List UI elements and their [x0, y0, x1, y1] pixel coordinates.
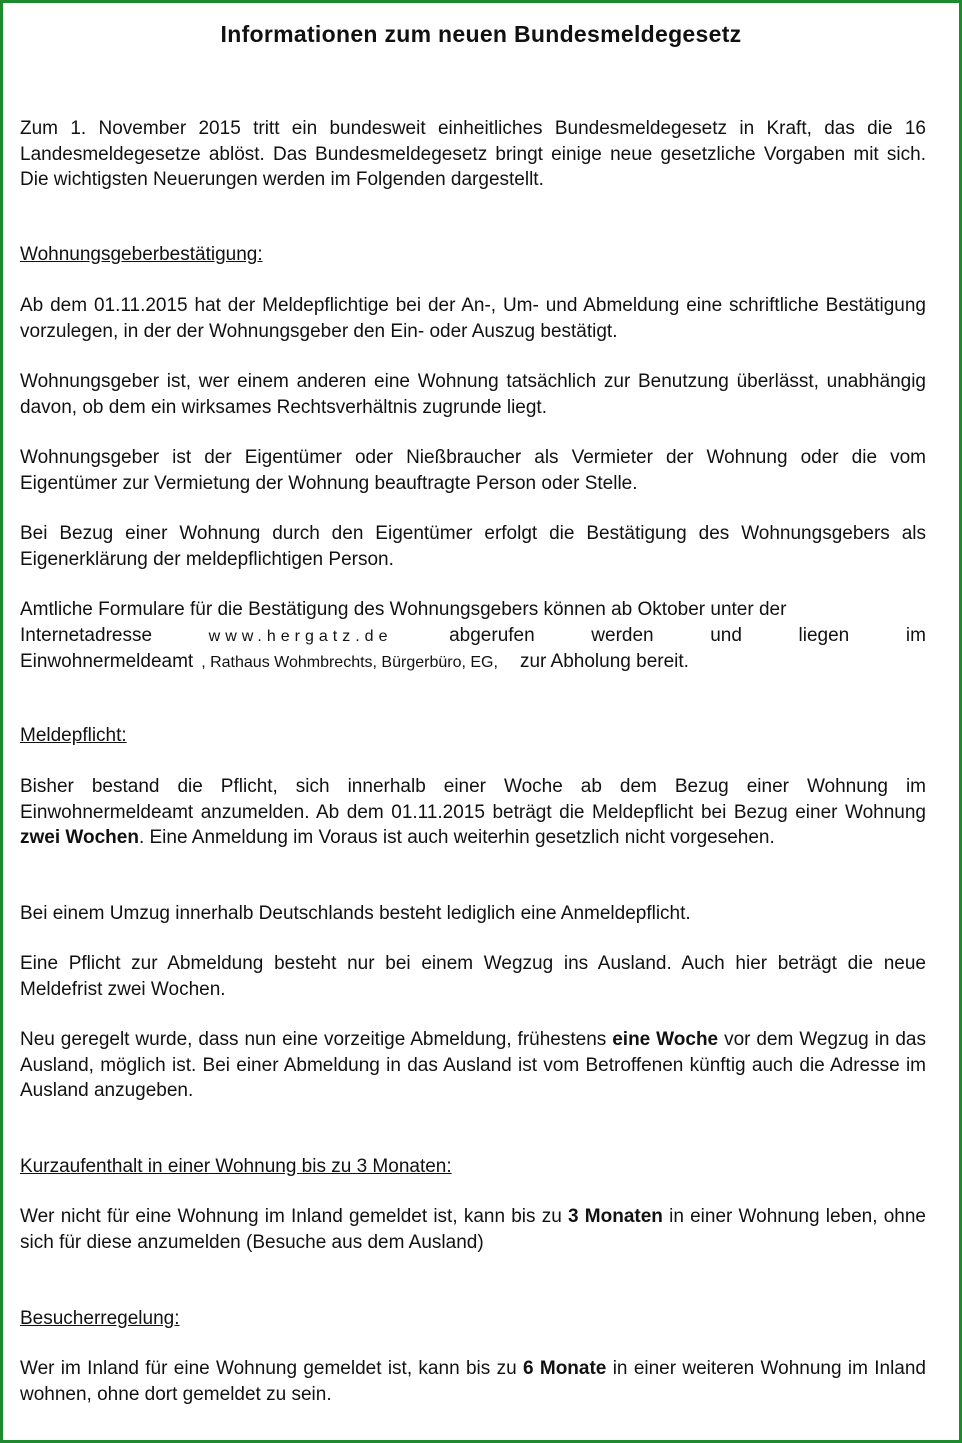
- word-im: im: [905, 624, 926, 646]
- bold-text: zwei Wochen: [20, 827, 139, 848]
- paragraph-wg-1: Ab dem 01.11.2015 hat der Meldepflichtige bei der An-, Um- und Abmeldung eine schriftliche Bestätigung vorzulegen, in der der Wohnungsgeber den Ein- oder Auszug bestätigt.: [20, 295, 926, 342]
- word-liegen: liegen: [798, 624, 850, 646]
- text-span: Neu geregelt wurde, dass nun eine vorzeitige Abmeldung, frühestens: [20, 1029, 613, 1050]
- paragraph-mp-2: Bei einem Umzug innerhalb Deutschlands besteht lediglich eine Anmeldepflicht.: [20, 903, 691, 924]
- office-line: [20, 649, 926, 676]
- office-location: , Rathaus Wohmbrechts, Bürgerbüro, EG,: [201, 654, 498, 671]
- formulare-line: Amtliche Formulare für die Bestätigung des Wohnungsgebers können ab Oktober unter der: [20, 599, 787, 620]
- word-und: und: [710, 624, 742, 646]
- internet-line: [20, 623, 926, 650]
- bold-text: 3 Monaten: [568, 1206, 663, 1227]
- paragraph-br-1: [20, 1356, 926, 1407]
- text-span: vor dem Wegzug in das Ausland, möglich ist. Bei einer Abmeldung in das Ausland ist vom Betroffenen künftig auch die Adresse im Ausland anzugeben.: [20, 1029, 926, 1101]
- text-span: Wer im Inland für eine Wohnung gemeldet ist, kann bis zu: [20, 1358, 523, 1379]
- section-heading-kurzaufenthalt: Kurzaufenthalt in einer Wohnung bis zu 3 Monaten:: [20, 1156, 452, 1177]
- paragraph-wg-4: Bei Bezug einer Wohnung durch den Eigentümer erfolgt die Bestätigung des Wohnungsgebers als Eigenerklärung der meldepflichtigen Person.: [20, 523, 926, 570]
- paragraph-mp-4: [20, 1027, 926, 1104]
- bold-text: 6 Monate: [522, 1358, 607, 1379]
- paragraph-mp-3: Eine Pflicht zur Abmeldung besteht nur bei einem Wegzug ins Ausland. Auch hier beträgt die neue Meldefrist zwei Wochen.: [20, 953, 926, 1000]
- paragraph-wg-5: [20, 597, 926, 676]
- text-span: in einer Wohnung leben, ohne sich für diese anzumelden (Besuche aus dem Ausland): [20, 1206, 926, 1253]
- text-span: Wer nicht für eine Wohnung im Inland gemeldet ist, kann bis zu: [20, 1206, 568, 1227]
- office-end: zur Abholung bereit.: [519, 651, 689, 672]
- intro-paragraph: Zum 1. November 2015 tritt ein bundesweit einheitliches Bundesmeldegesetz in Kraft, das die 16 Landesmeldegesetze ablöst. Das Bundesmeldegesetz bringt einige neue gesetzliche Vorgaben mit sich. Die wichtigsten Neuerungen werden im Folgenden dargestellt.: [20, 118, 926, 190]
- document-title: Informationen zum neuen Bundesmeldegesetz: [220, 21, 742, 47]
- website-url: www.hergatz.de: [208, 627, 393, 645]
- paragraph-wg-3: Wohnungsgeber ist der Eigentümer oder Nießbraucher als Vermieter der Wohnung oder die vom Eigentümer zur Vermietung der Wohnung beauftragte Person oder Stelle.: [20, 447, 926, 494]
- section-heading-wohnungsgeberbestaetigung: Wohnungsgeberbestätigung:: [20, 244, 263, 265]
- paragraph-ka-1: [20, 1204, 926, 1255]
- bold-text: eine Woche: [612, 1029, 719, 1050]
- paragraph-wg-2: Wohnungsgeber ist, wer einem anderen eine Wohnung tatsächlich zur Benutzung überlässt, unabhängig davon, ob dem ein wirksames Rechtsverhältnis zugrunde liegt.: [20, 371, 926, 418]
- text-span: . Eine Anmeldung im Voraus ist auch weiterhin gesetzlich nicht vorgesehen.: [138, 827, 775, 848]
- internet-label: Internetadresse: [20, 624, 153, 646]
- section-heading-besucherregelung: Besucherregelung:: [20, 1308, 180, 1329]
- word-abgerufen: abgerufen: [449, 624, 535, 646]
- paragraph-mp-1: [20, 774, 926, 851]
- office-label: Einwohnermeldeamt: [20, 651, 194, 672]
- text-span: in einer weiteren Wohnung im Inland wohnen, ohne dort gemeldet zu sein.: [20, 1358, 926, 1405]
- text-span: Bisher bestand die Pflicht, sich innerhalb einer Woche ab dem Bezug einer Wohnung im Einwohnermeldeamt anzumelden. Ab dem 01.11.2015 beträgt die Meldepflicht bei Bezug einer Wohnung: [20, 776, 926, 823]
- section-heading-meldepflicht: Meldepflicht:: [20, 725, 127, 746]
- word-werden: werden: [591, 624, 654, 646]
